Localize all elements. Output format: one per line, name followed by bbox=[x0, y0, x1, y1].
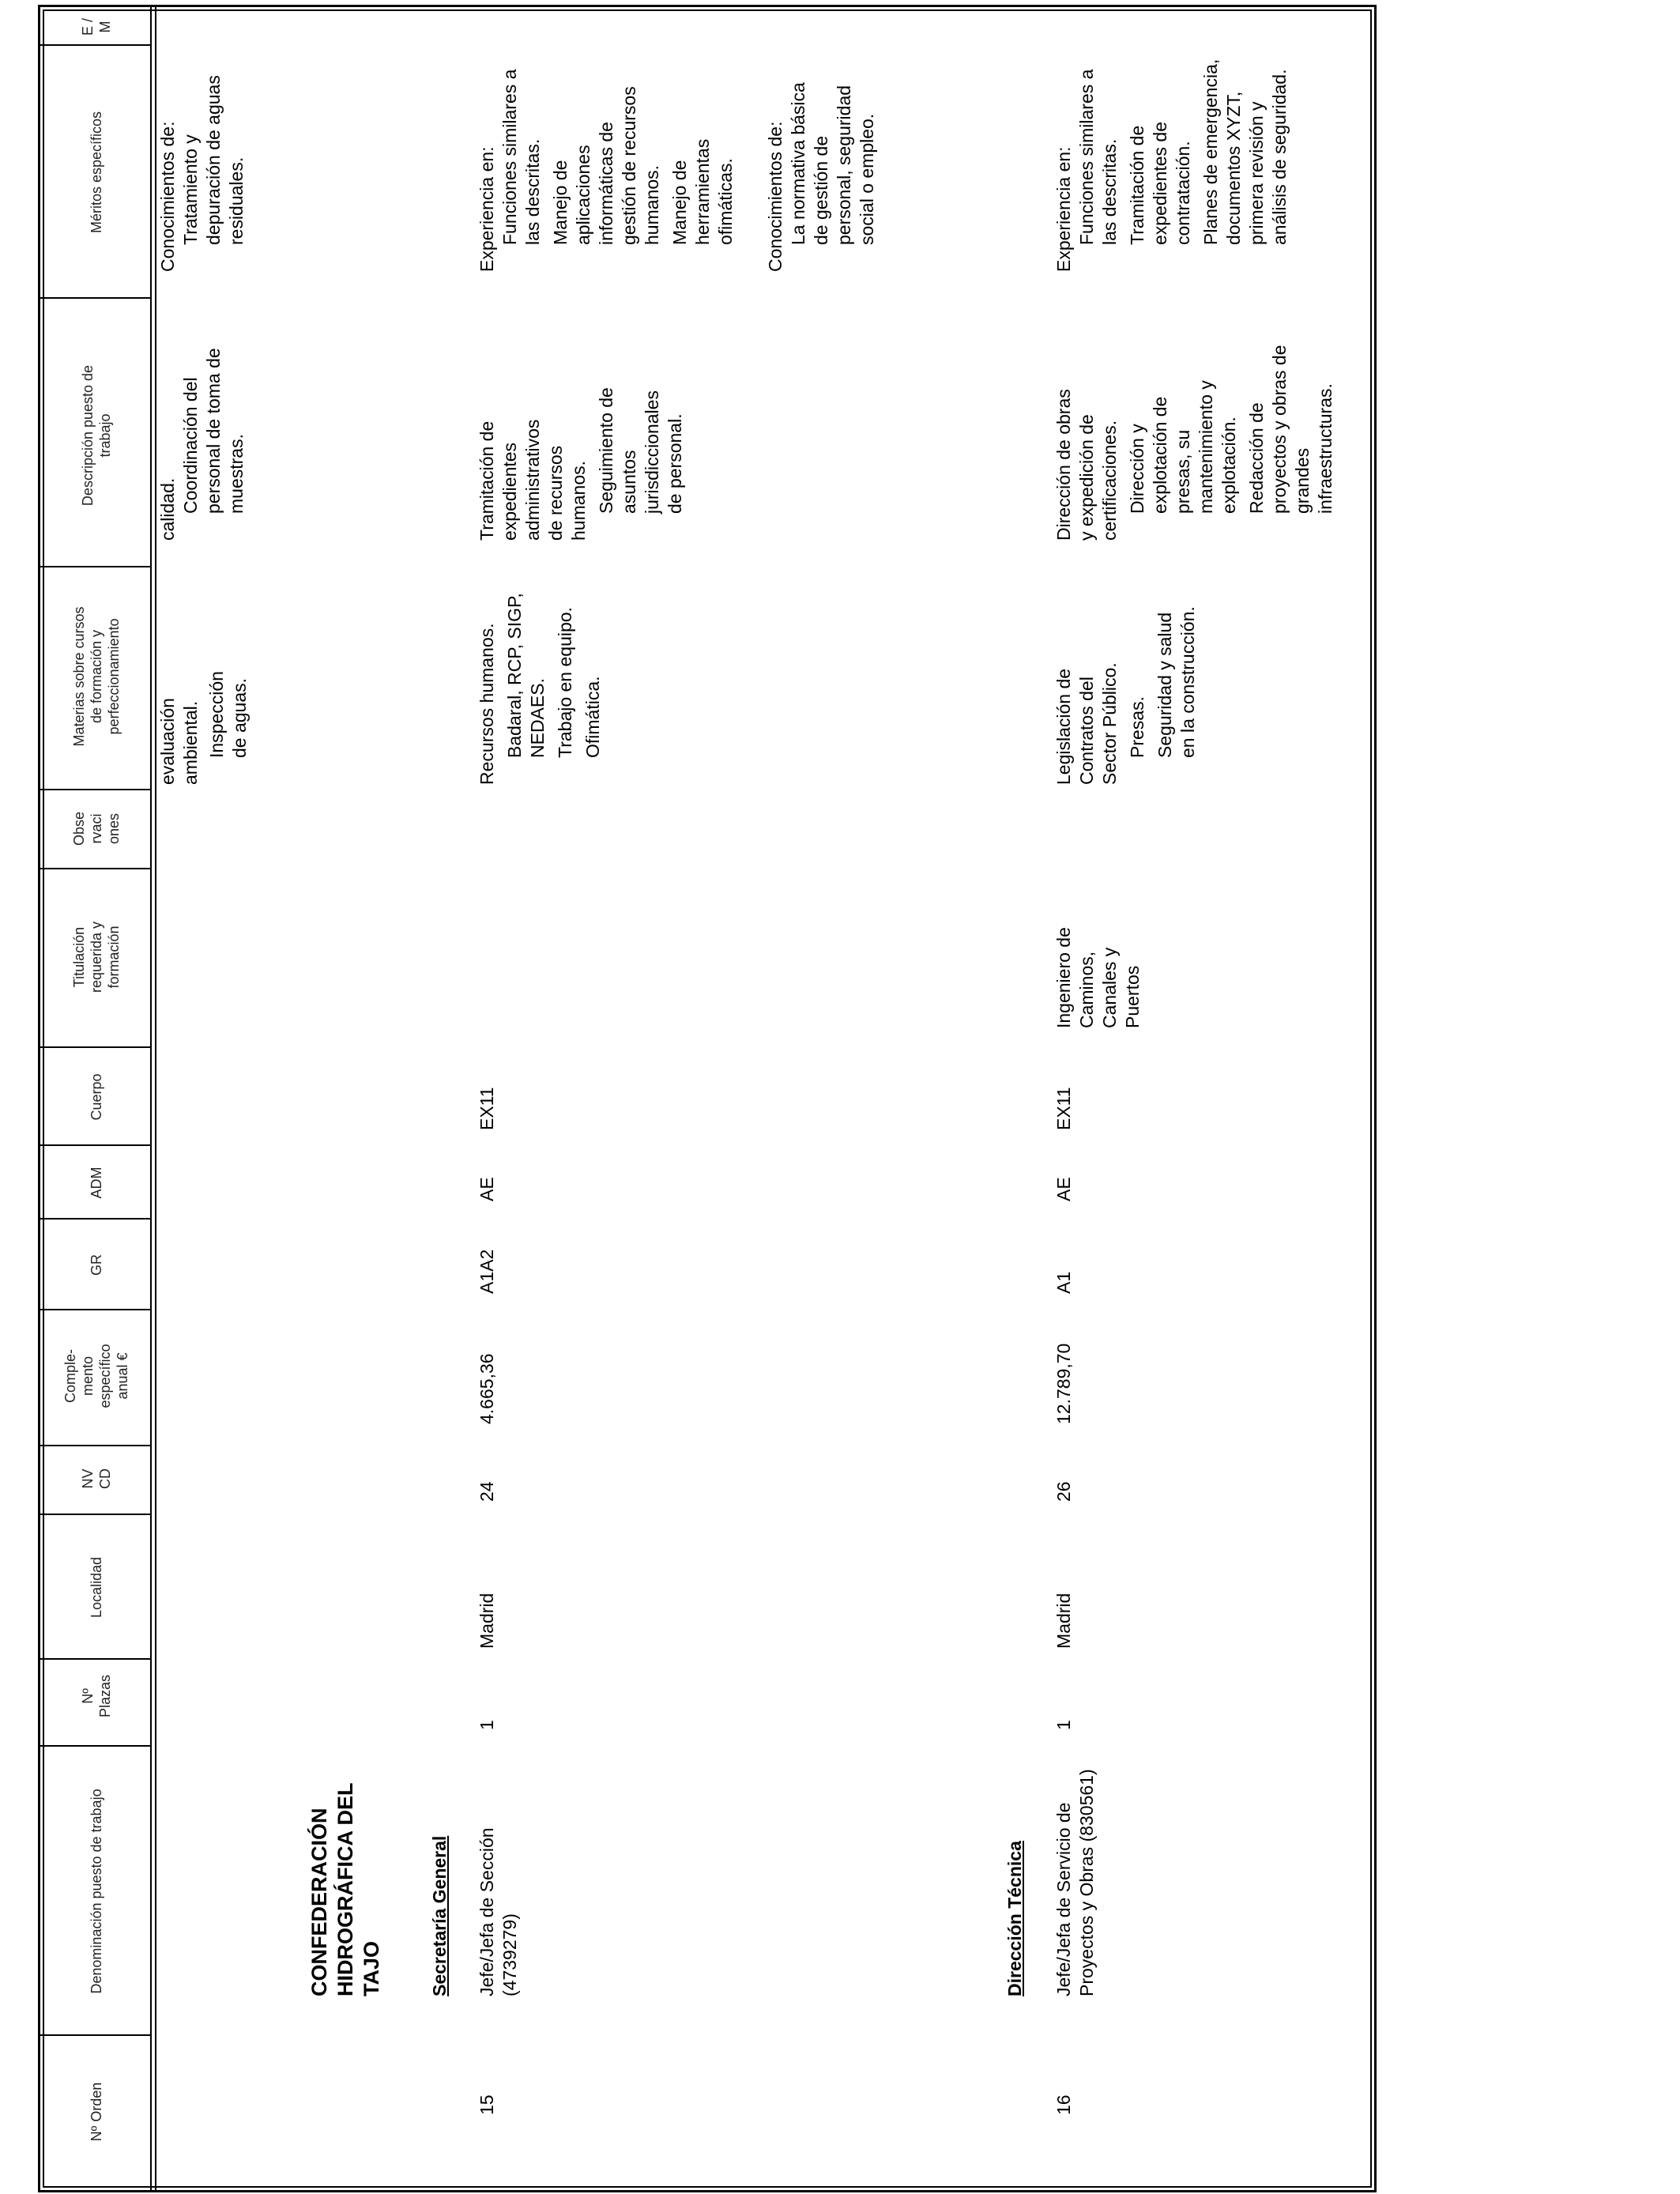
row-orden: 16 bbox=[1053, 2094, 1074, 2115]
row-adm: AE bbox=[477, 1177, 497, 1201]
column-divider bbox=[38, 1445, 150, 1446]
column-divider bbox=[38, 566, 150, 567]
list-item: Planes de emergencia, documentos XYZT, primera revisión y análisis de seguridad. bbox=[1200, 58, 1290, 245]
list-item: Funciones similares a las descritas. bbox=[499, 69, 543, 245]
header-meritos: Méritos específicos bbox=[89, 111, 104, 234]
row-meritos bbox=[476, 51, 879, 272]
row-nivel: 26 bbox=[1053, 1481, 1074, 1502]
list-item: Seguimiento de asuntos jurisdiccionales de personal. bbox=[596, 387, 685, 514]
list-item: Recursos humanos. bbox=[477, 623, 497, 785]
column-divider bbox=[38, 1218, 150, 1220]
header-materias: Materias sobre cursos de formación y perfeccionamiento bbox=[71, 606, 122, 747]
column-divider bbox=[38, 44, 150, 46]
list-item: Tramitación de expedientes de contratación. bbox=[1127, 121, 1193, 245]
column-divider bbox=[38, 1046, 150, 1048]
list-item: Trabajo en equipo. bbox=[555, 607, 575, 758]
list-item: Redacción de proyectos y obras de grandes infraestructuras. bbox=[1246, 345, 1335, 514]
row-denominacion: Jefe/Jefa de Sección (4739279) bbox=[477, 1827, 520, 1996]
row-localidad: Madrid bbox=[477, 1593, 497, 1649]
column-divider bbox=[38, 1745, 150, 1747]
list-item: Conocimientos de: bbox=[157, 121, 178, 272]
row-descripcion bbox=[476, 359, 687, 541]
row-complemento: 12.789,70 bbox=[1053, 1343, 1074, 1424]
row-plazas: 1 bbox=[477, 1720, 497, 1730]
row-titulacion: Ingeniero de Caminos, Canales y Puertos bbox=[1053, 927, 1143, 1028]
row-materias bbox=[1053, 603, 1200, 785]
column-divider bbox=[38, 868, 150, 869]
column-divider bbox=[38, 1309, 150, 1310]
column-divider bbox=[38, 1144, 150, 1146]
list-item: Legislación de Contratos del Sector Público. bbox=[1053, 662, 1120, 785]
column-divider bbox=[38, 1658, 150, 1660]
list-item: calidad. bbox=[157, 477, 178, 541]
row-descripcion bbox=[1053, 343, 1337, 541]
section-heading-secretaria bbox=[428, 1759, 451, 1996]
row-grupo: A1A2 bbox=[477, 1249, 497, 1294]
list-item: Presas. bbox=[1127, 696, 1147, 758]
list-item: Funciones similares a las descritas. bbox=[1076, 69, 1120, 245]
row-denominacion: Jefe/Jefa de Servicio de Proyectos y Obras (830561) bbox=[1053, 1769, 1097, 1996]
list-item: Ofimática. bbox=[582, 676, 603, 758]
continuation-descripcion bbox=[156, 303, 248, 541]
list-item: Dirección y explotación de presas, su mantenimiento y explotación. bbox=[1127, 380, 1239, 514]
row-plazas: 1 bbox=[1053, 1720, 1074, 1730]
row-cuerpo: EX11 bbox=[1053, 1087, 1074, 1130]
continuation-meritos bbox=[156, 51, 248, 272]
list-item: Conocimientos de: bbox=[765, 121, 785, 272]
continuation-materias bbox=[156, 571, 251, 785]
list-item: Badaral, RCP, SIGP, NEDAES. bbox=[504, 593, 548, 758]
header-em: E / M bbox=[80, 18, 113, 36]
list-item: Coordinación del personal de toma de muestras. bbox=[180, 348, 247, 514]
header-nivel: NV CD bbox=[80, 1468, 113, 1489]
row-cuerpo: EX11 bbox=[477, 1087, 497, 1130]
row-adm: AE bbox=[1053, 1177, 1074, 1201]
row-localidad: Madrid bbox=[1053, 1593, 1074, 1649]
header-complemento: Comple-mento específico anual € bbox=[62, 1344, 130, 1408]
row-complemento: 4.665,36 bbox=[477, 1353, 497, 1424]
header-plazas: Nº Plazas bbox=[80, 1674, 113, 1718]
list-item: Experiencia en: bbox=[1053, 146, 1074, 272]
row-grupo: A1 bbox=[1053, 1271, 1074, 1294]
header-denominacion: Denominación puesto de trabajo bbox=[89, 1789, 104, 1994]
header-cuerpo: Cuerpo bbox=[89, 1073, 104, 1121]
organization-title: CONFEDERACIÓN HIDROGRÁFICA DEL TAJO bbox=[307, 1783, 383, 1996]
section-title: Secretaría General bbox=[429, 1835, 450, 1996]
header-separator bbox=[150, 5, 152, 2192]
header-descripcion: Descripción puesto de trabajo bbox=[80, 364, 113, 507]
list-item: Dirección de obras y expedición de certificaciones. bbox=[1053, 389, 1120, 541]
list-item: evaluación ambiental. bbox=[157, 698, 201, 785]
header-orden: Nº Orden bbox=[89, 2082, 104, 2142]
section-title: Dirección Técnica bbox=[1004, 1841, 1025, 1996]
section-heading-direccion bbox=[1004, 1759, 1026, 1996]
column-divider bbox=[38, 2034, 150, 2036]
list-item: Manejo de aplicaciones informáticas de gestión de recursos humanos. bbox=[550, 86, 662, 245]
column-divider bbox=[38, 297, 150, 299]
list-item: Experiencia en: bbox=[477, 146, 497, 272]
header-localidad: Localidad bbox=[89, 1556, 104, 1619]
row-nivel: 24 bbox=[477, 1481, 497, 1502]
header-grupo: GR bbox=[89, 1254, 104, 1276]
row-materias bbox=[476, 571, 605, 785]
header-adm: ADM bbox=[89, 1167, 104, 1199]
list-item: La normativa básica de gestión de personal, seguridad social o empleo. bbox=[788, 82, 877, 245]
header-titulacion: Titulación requerida y formación bbox=[71, 921, 122, 993]
row-orden: 15 bbox=[477, 2094, 497, 2115]
list-item: Tramitación de expedientes administrativos de recursos humanos. bbox=[477, 419, 589, 541]
column-divider bbox=[38, 1514, 150, 1515]
row-meritos bbox=[1053, 47, 1291, 272]
column-divider bbox=[38, 789, 150, 790]
list-item: Tratamiento y depuración de aguas residuales. bbox=[180, 75, 247, 245]
header-observaciones: Obse rvaci ones bbox=[71, 811, 122, 846]
list-item: Seguridad y salud en la construcción. bbox=[1155, 606, 1198, 758]
list-item: Manejo de herramientas ofimáticas. bbox=[669, 138, 736, 245]
list-item: Inspección de aguas. bbox=[206, 671, 250, 758]
